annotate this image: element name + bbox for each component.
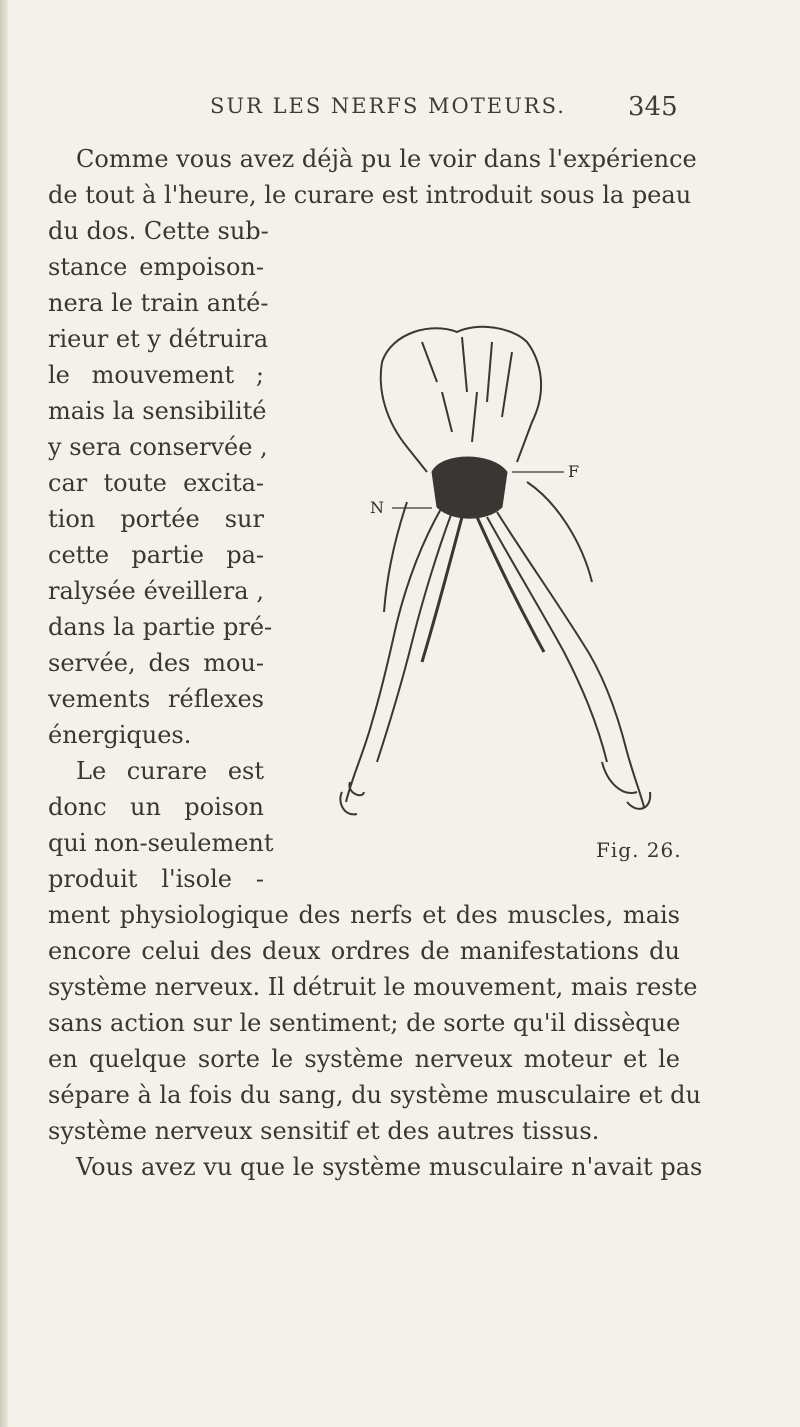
label-n: N (370, 498, 384, 517)
page-number: 345 (628, 92, 678, 122)
text-line: stance empoison- (48, 253, 264, 281)
text-line: du dos. Cette sub- (48, 217, 269, 245)
figure-26-illustration (272, 322, 716, 822)
text-line: en quelque sorte le système nerveux moteur et le (48, 1045, 680, 1073)
text-line: tion portée sur (48, 505, 264, 533)
text-line: donc un poison (48, 793, 264, 821)
text-line: car toute excita- (48, 469, 264, 497)
text-line: rieur et y détruira (48, 325, 269, 353)
text-line: Comme vous avez déjà pu le voir dans l'expérience (76, 145, 697, 173)
text-line: dans la partie pré- (48, 613, 273, 641)
text-line: Le curare est (76, 757, 264, 785)
text-line: servée, des mou- (48, 649, 264, 677)
text-line: énergiques. (48, 721, 192, 749)
text-line: sépare à la fois du sang, du système musculaire et du (48, 1081, 701, 1109)
label-f: F (568, 462, 580, 481)
text-line: cette partie pa- (48, 541, 264, 569)
text-line: nera le train anté- (48, 289, 269, 317)
text-line: le mouvement ; (48, 361, 264, 389)
text-line: qui non-seulement (48, 829, 274, 857)
text-line: de tout à l'heure, le curare est introduit sous la peau (48, 181, 692, 209)
running-head: SUR LES NERFS MOTEURS. (210, 94, 566, 118)
text-line: produit l'isole - (48, 865, 264, 893)
text-line: système nerveux. Il détruit le mouvement, mais reste (48, 973, 698, 1001)
figure-caption: Fig. 26. (596, 838, 682, 862)
text-line: mais la sensibilité (48, 397, 267, 425)
text-line: ralysée éveillera , (48, 577, 264, 605)
frog-nerve-drawing (272, 322, 716, 822)
text-line: encore celui des deux ordres de manifestations du (48, 937, 680, 965)
text-line: vements réflexes (48, 685, 264, 713)
page-binding-edge (0, 0, 8, 1427)
text-line: y sera conservée , (48, 433, 268, 461)
text-line: système nerveux sensitif et des autres tissus. (48, 1117, 600, 1145)
text-line: Vous avez vu que le système musculaire n'avait pas (76, 1153, 703, 1181)
text-line: ment physiologique des nerfs et des muscles, mais (48, 901, 680, 929)
text-line: sans action sur le sentiment; de sorte qu'il dissèque (48, 1009, 681, 1037)
